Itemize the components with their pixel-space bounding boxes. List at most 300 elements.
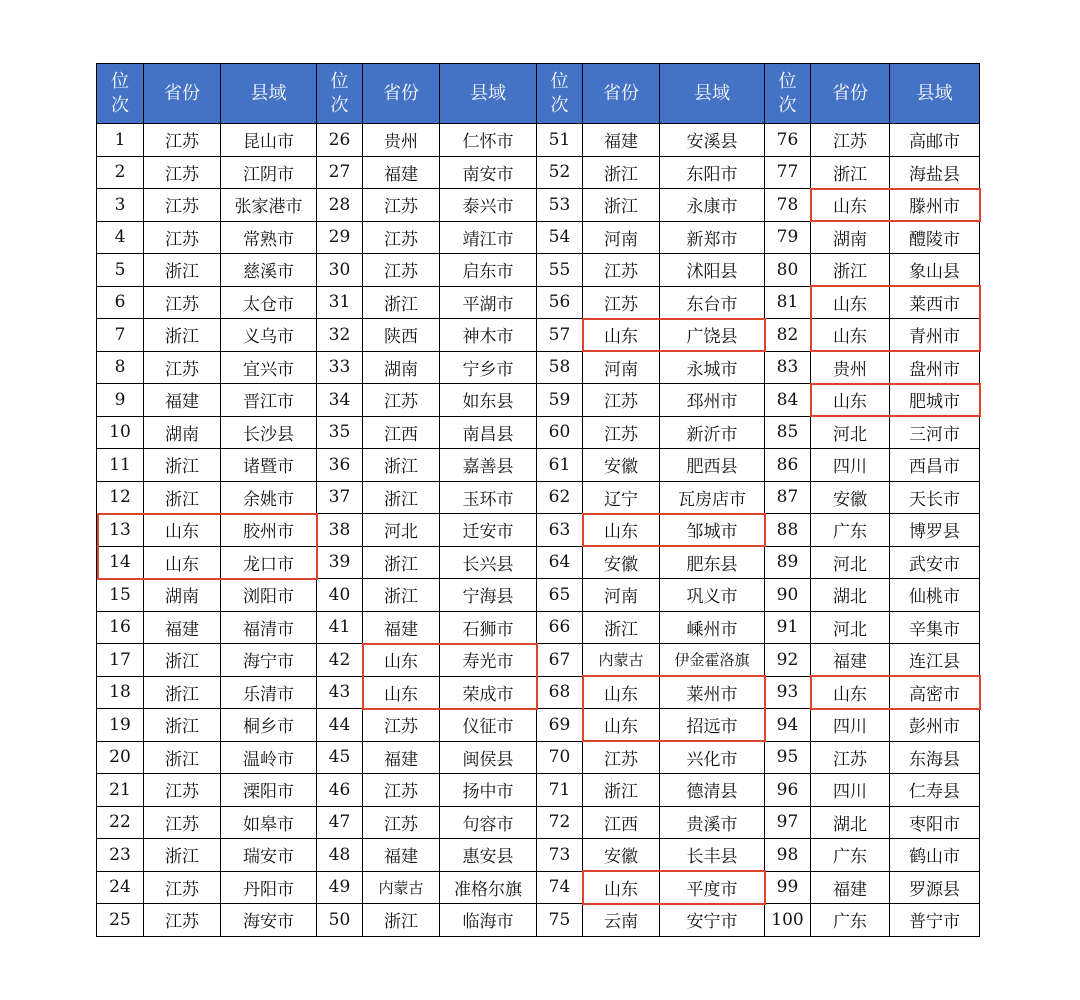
- rank-cell: 34: [317, 384, 363, 417]
- ranking-table-container: [96, 63, 979, 936]
- county-cell: 高密市: [890, 676, 980, 709]
- rank-cell: 50: [317, 904, 363, 937]
- rank-cell: 5: [97, 254, 144, 287]
- county-cell: 邳州市: [660, 384, 765, 417]
- province-cell: 河南: [583, 351, 660, 384]
- province-cell: 江西: [583, 806, 660, 839]
- province-cell: 广东: [811, 514, 890, 547]
- province-header: 省份: [811, 64, 890, 124]
- county-cell: 浏阳市: [221, 579, 317, 612]
- rank-cell: 76: [765, 124, 811, 157]
- county-cell: 广饶县: [660, 319, 765, 352]
- county-cell: 荣成市: [440, 676, 537, 709]
- county-cell: 巩义市: [660, 579, 765, 612]
- county-cell: 肥城市: [890, 384, 980, 417]
- county-cell: 枣阳市: [890, 806, 980, 839]
- province-cell: 江苏: [363, 709, 440, 742]
- county-cell: 邹城市: [660, 514, 765, 547]
- rank-cell: 73: [537, 839, 583, 872]
- rank-cell: 35: [317, 416, 363, 449]
- table-row: [97, 449, 980, 482]
- county-cell: 江阴市: [221, 156, 317, 189]
- county-cell: 嘉善县: [440, 449, 537, 482]
- province-cell: 浙江: [583, 774, 660, 807]
- rank-cell: 42: [317, 644, 363, 677]
- county-cell: 博罗县: [890, 514, 980, 547]
- province-cell: 江苏: [144, 806, 221, 839]
- county-cell: 张家港市: [221, 189, 317, 222]
- province-cell: 江苏: [363, 254, 440, 287]
- county-cell: 常熟市: [221, 221, 317, 254]
- table-row: [97, 254, 980, 287]
- county-cell: 溧阳市: [221, 774, 317, 807]
- province-cell: 江苏: [811, 124, 890, 157]
- county-cell: 昆山市: [221, 124, 317, 157]
- rank-cell: 29: [317, 221, 363, 254]
- rank-cell: 4: [97, 221, 144, 254]
- county-cell: 仁寿县: [890, 774, 980, 807]
- county-cell: 长沙县: [221, 416, 317, 449]
- table-row: [97, 904, 980, 937]
- county-cell: 嵊州市: [660, 611, 765, 644]
- province-cell: 内蒙古: [363, 871, 440, 904]
- province-cell: 江苏: [363, 774, 440, 807]
- county-cell: 义乌市: [221, 319, 317, 352]
- province-cell: 江苏: [583, 286, 660, 319]
- county-cell: 神木市: [440, 319, 537, 352]
- province-cell: 内蒙古: [583, 644, 660, 677]
- province-cell: 河南: [583, 579, 660, 612]
- province-cell: 山东: [583, 319, 660, 352]
- rank-cell: 93: [765, 676, 811, 709]
- county-cell: 临海市: [440, 904, 537, 937]
- rank-cell: 9: [97, 384, 144, 417]
- county-cell: 彭州市: [890, 709, 980, 742]
- county-cell: 象山县: [890, 254, 980, 287]
- province-cell: 江苏: [363, 189, 440, 222]
- province-cell: 浙江: [144, 449, 221, 482]
- province-cell: 浙江: [363, 449, 440, 482]
- rank-cell: 24: [97, 871, 144, 904]
- rank-cell: 86: [765, 449, 811, 482]
- province-cell: 安徽: [811, 481, 890, 514]
- county-cell: 龙口市: [221, 546, 317, 579]
- province-cell: 福建: [811, 871, 890, 904]
- county-cell: 如皋市: [221, 806, 317, 839]
- province-cell: 江苏: [583, 416, 660, 449]
- province-cell: 山东: [811, 319, 890, 352]
- province-cell: 浙江: [144, 481, 221, 514]
- table-row: [97, 579, 980, 612]
- county-cell: 宁海县: [440, 579, 537, 612]
- county-cell: 盘州市: [890, 351, 980, 384]
- rank-cell: 43: [317, 676, 363, 709]
- rank-cell: 10: [97, 416, 144, 449]
- rank-cell: 41: [317, 611, 363, 644]
- province-cell: 江苏: [583, 384, 660, 417]
- county-cell: 如东县: [440, 384, 537, 417]
- rank-cell: 12: [97, 481, 144, 514]
- rank-cell: 20: [97, 741, 144, 774]
- table-row: [97, 741, 980, 774]
- county-cell: 长丰县: [660, 839, 765, 872]
- county-cell: 罗源县: [890, 871, 980, 904]
- rank-cell: 54: [537, 221, 583, 254]
- county-cell: 滕州市: [890, 189, 980, 222]
- province-cell: 山东: [811, 189, 890, 222]
- county-cell: 靖江市: [440, 221, 537, 254]
- rank-cell: 74: [537, 871, 583, 904]
- rank-cell: 21: [97, 774, 144, 807]
- county-cell: 石狮市: [440, 611, 537, 644]
- rank-cell: 66: [537, 611, 583, 644]
- county-cell: 莱西市: [890, 286, 980, 319]
- province-cell: 广东: [811, 839, 890, 872]
- province-cell: 河北: [363, 514, 440, 547]
- county-cell: 东台市: [660, 286, 765, 319]
- province-cell: 浙江: [144, 676, 221, 709]
- province-cell: 辽宁: [583, 481, 660, 514]
- rank-cell: 31: [317, 286, 363, 319]
- county-cell: 招远市: [660, 709, 765, 742]
- table-row: [97, 286, 980, 319]
- province-cell: 湖南: [144, 579, 221, 612]
- rank-cell: 60: [537, 416, 583, 449]
- province-cell: 江苏: [144, 871, 221, 904]
- rank-cell: 79: [765, 221, 811, 254]
- province-cell: 山东: [811, 286, 890, 319]
- province-cell: 山东: [363, 644, 440, 677]
- province-cell: 福建: [363, 839, 440, 872]
- rank-cell: 62: [537, 481, 583, 514]
- county-cell: 玉环市: [440, 481, 537, 514]
- rank-cell: 26: [317, 124, 363, 157]
- county-cell: 仁怀市: [440, 124, 537, 157]
- table-row: [97, 514, 980, 547]
- province-cell: 福建: [363, 611, 440, 644]
- rank-cell: 19: [97, 709, 144, 742]
- province-cell: 浙江: [363, 579, 440, 612]
- table-row: [97, 611, 980, 644]
- county-cell: 宁乡市: [440, 351, 537, 384]
- province-cell: 江西: [363, 416, 440, 449]
- county-cell: 辛集市: [890, 611, 980, 644]
- province-cell: 江苏: [144, 286, 221, 319]
- rank-cell: 68: [537, 676, 583, 709]
- province-cell: 浙江: [583, 189, 660, 222]
- rank-cell: 16: [97, 611, 144, 644]
- rank-header: 位次: [97, 64, 144, 124]
- county-cell: 惠安县: [440, 839, 537, 872]
- county-cell: 海安市: [221, 904, 317, 937]
- province-cell: 浙江: [144, 741, 221, 774]
- county-cell: 沭阳县: [660, 254, 765, 287]
- county-cell: 宜兴市: [221, 351, 317, 384]
- province-cell: 陕西: [363, 319, 440, 352]
- rank-cell: 13: [97, 514, 144, 547]
- county-cell: 贵溪市: [660, 806, 765, 839]
- rank-cell: 7: [97, 319, 144, 352]
- county-cell: 桐乡市: [221, 709, 317, 742]
- rank-cell: 70: [537, 741, 583, 774]
- county-header: 县域: [221, 64, 317, 124]
- rank-cell: 94: [765, 709, 811, 742]
- county-cell: 鹤山市: [890, 839, 980, 872]
- county-header: 县域: [890, 64, 980, 124]
- province-cell: 江苏: [811, 741, 890, 774]
- rank-cell: 51: [537, 124, 583, 157]
- rank-cell: 99: [765, 871, 811, 904]
- province-cell: 江苏: [144, 774, 221, 807]
- province-cell: 浙江: [363, 546, 440, 579]
- table-row: [97, 319, 980, 352]
- rank-cell: 89: [765, 546, 811, 579]
- rank-cell: 53: [537, 189, 583, 222]
- rank-cell: 71: [537, 774, 583, 807]
- rank-cell: 64: [537, 546, 583, 579]
- province-cell: 山东: [583, 709, 660, 742]
- table-row: [97, 156, 980, 189]
- province-cell: 河南: [583, 221, 660, 254]
- rank-cell: 2: [97, 156, 144, 189]
- rank-cell: 45: [317, 741, 363, 774]
- rank-cell: 88: [765, 514, 811, 547]
- county-cell: 句容市: [440, 806, 537, 839]
- rank-cell: 48: [317, 839, 363, 872]
- table-row: [97, 839, 980, 872]
- county-cell: 青州市: [890, 319, 980, 352]
- county-cell: 安溪县: [660, 124, 765, 157]
- county-cell: 寿光市: [440, 644, 537, 677]
- rank-cell: 38: [317, 514, 363, 547]
- rank-header: 位次: [765, 64, 811, 124]
- province-cell: 浙江: [811, 156, 890, 189]
- province-cell: 四川: [811, 449, 890, 482]
- province-cell: 湖南: [363, 351, 440, 384]
- rank-cell: 33: [317, 351, 363, 384]
- rank-cell: 3: [97, 189, 144, 222]
- table-row: [97, 384, 980, 417]
- province-cell: 山东: [811, 384, 890, 417]
- rank-cell: 58: [537, 351, 583, 384]
- rank-cell: 15: [97, 579, 144, 612]
- table-row: [97, 189, 980, 222]
- rank-cell: 36: [317, 449, 363, 482]
- county-cell: 胶州市: [221, 514, 317, 547]
- rank-cell: 80: [765, 254, 811, 287]
- province-cell: 江苏: [583, 254, 660, 287]
- province-cell: 浙江: [363, 904, 440, 937]
- county-cell: 普宁市: [890, 904, 980, 937]
- county-cell: 闽侯县: [440, 741, 537, 774]
- rank-cell: 49: [317, 871, 363, 904]
- rank-cell: 85: [765, 416, 811, 449]
- table-row: [97, 416, 980, 449]
- rank-cell: 82: [765, 319, 811, 352]
- province-header: 省份: [363, 64, 440, 124]
- rank-cell: 75: [537, 904, 583, 937]
- rank-cell: 47: [317, 806, 363, 839]
- county-cell: 武安市: [890, 546, 980, 579]
- province-cell: 浙江: [811, 254, 890, 287]
- province-cell: 浙江: [144, 319, 221, 352]
- rank-cell: 25: [97, 904, 144, 937]
- county-cell: 南安市: [440, 156, 537, 189]
- rank-cell: 57: [537, 319, 583, 352]
- table-row: [97, 774, 980, 807]
- county-ranking-table: [96, 63, 980, 937]
- province-cell: 河北: [811, 546, 890, 579]
- county-cell: 温岭市: [221, 741, 317, 774]
- table-row: [97, 676, 980, 709]
- province-cell: 福建: [811, 644, 890, 677]
- county-cell: 德清县: [660, 774, 765, 807]
- rank-cell: 32: [317, 319, 363, 352]
- rank-cell: 22: [97, 806, 144, 839]
- header-row: [97, 64, 980, 124]
- rank-cell: 55: [537, 254, 583, 287]
- province-cell: 四川: [811, 709, 890, 742]
- rank-cell: 11: [97, 449, 144, 482]
- table-row: [97, 709, 980, 742]
- rank-cell: 28: [317, 189, 363, 222]
- rank-cell: 59: [537, 384, 583, 417]
- county-cell: 乐清市: [221, 676, 317, 709]
- province-cell: 湖南: [144, 416, 221, 449]
- province-cell: 山东: [144, 546, 221, 579]
- county-cell: 天长市: [890, 481, 980, 514]
- province-cell: 安徽: [583, 546, 660, 579]
- county-cell: 肥西县: [660, 449, 765, 482]
- county-cell: 海宁市: [221, 644, 317, 677]
- rank-cell: 72: [537, 806, 583, 839]
- rank-cell: 77: [765, 156, 811, 189]
- county-cell: 平度市: [660, 871, 765, 904]
- rank-cell: 46: [317, 774, 363, 807]
- county-cell: 肥东县: [660, 546, 765, 579]
- table-row: [97, 351, 980, 384]
- county-cell: 西昌市: [890, 449, 980, 482]
- province-cell: 贵州: [811, 351, 890, 384]
- rank-cell: 1: [97, 124, 144, 157]
- county-cell: 三河市: [890, 416, 980, 449]
- rank-cell: 14: [97, 546, 144, 579]
- county-cell: 扬中市: [440, 774, 537, 807]
- province-cell: 广东: [811, 904, 890, 937]
- county-cell: 余姚市: [221, 481, 317, 514]
- province-cell: 江苏: [144, 189, 221, 222]
- province-header: 省份: [144, 64, 221, 124]
- county-cell: 海盐县: [890, 156, 980, 189]
- county-cell: 平湖市: [440, 286, 537, 319]
- county-cell: 醴陵市: [890, 221, 980, 254]
- county-cell: 高邮市: [890, 124, 980, 157]
- province-cell: 浙江: [583, 156, 660, 189]
- county-cell: 仪征市: [440, 709, 537, 742]
- province-cell: 江苏: [144, 904, 221, 937]
- rank-cell: 67: [537, 644, 583, 677]
- county-cell: 准格尔旗: [440, 871, 537, 904]
- province-cell: 福建: [363, 156, 440, 189]
- rank-cell: 100: [765, 904, 811, 937]
- rank-cell: 23: [97, 839, 144, 872]
- rank-cell: 56: [537, 286, 583, 319]
- province-cell: 浙江: [144, 839, 221, 872]
- table-body: [97, 124, 980, 937]
- province-cell: 贵州: [363, 124, 440, 157]
- county-cell: 太仓市: [221, 286, 317, 319]
- rank-cell: 81: [765, 286, 811, 319]
- province-cell: 江苏: [363, 221, 440, 254]
- province-cell: 江苏: [144, 221, 221, 254]
- province-cell: 湖北: [811, 806, 890, 839]
- province-cell: 湖北: [811, 579, 890, 612]
- province-cell: 山东: [144, 514, 221, 547]
- county-cell: 泰兴市: [440, 189, 537, 222]
- province-cell: 山东: [583, 514, 660, 547]
- county-cell: 慈溪市: [221, 254, 317, 287]
- rank-cell: 37: [317, 481, 363, 514]
- county-cell: 南昌县: [440, 416, 537, 449]
- county-cell: 安宁市: [660, 904, 765, 937]
- rank-cell: 27: [317, 156, 363, 189]
- table-row: [97, 644, 980, 677]
- province-cell: 浙江: [144, 254, 221, 287]
- county-cell: 东阳市: [660, 156, 765, 189]
- rank-header: 位次: [317, 64, 363, 124]
- rank-cell: 92: [765, 644, 811, 677]
- table-row: [97, 221, 980, 254]
- rank-cell: 98: [765, 839, 811, 872]
- province-cell: 河北: [811, 416, 890, 449]
- rank-cell: 84: [765, 384, 811, 417]
- rank-cell: 39: [317, 546, 363, 579]
- province-cell: 江苏: [144, 124, 221, 157]
- county-cell: 莱州市: [660, 676, 765, 709]
- county-cell: 仙桃市: [890, 579, 980, 612]
- county-cell: 启东市: [440, 254, 537, 287]
- province-cell: 江苏: [144, 351, 221, 384]
- table-row: [97, 806, 980, 839]
- county-cell: 永城市: [660, 351, 765, 384]
- rank-cell: 8: [97, 351, 144, 384]
- rank-cell: 44: [317, 709, 363, 742]
- county-cell: 瓦房店市: [660, 481, 765, 514]
- province-cell: 安徽: [583, 839, 660, 872]
- rank-cell: 65: [537, 579, 583, 612]
- county-header: 县域: [440, 64, 537, 124]
- table-row: [97, 481, 980, 514]
- province-cell: 江苏: [583, 741, 660, 774]
- rank-cell: 61: [537, 449, 583, 482]
- province-cell: 浙江: [583, 611, 660, 644]
- rank-cell: 30: [317, 254, 363, 287]
- county-cell: 连江县: [890, 644, 980, 677]
- province-cell: 山东: [811, 676, 890, 709]
- province-cell: 福建: [144, 611, 221, 644]
- province-cell: 福建: [144, 384, 221, 417]
- rank-cell: 96: [765, 774, 811, 807]
- province-cell: 江苏: [144, 156, 221, 189]
- rank-cell: 17: [97, 644, 144, 677]
- province-cell: 四川: [811, 774, 890, 807]
- rank-cell: 83: [765, 351, 811, 384]
- county-cell: 晋江市: [221, 384, 317, 417]
- table-row: [97, 871, 980, 904]
- rank-cell: 52: [537, 156, 583, 189]
- province-cell: 湖南: [811, 221, 890, 254]
- rank-cell: 78: [765, 189, 811, 222]
